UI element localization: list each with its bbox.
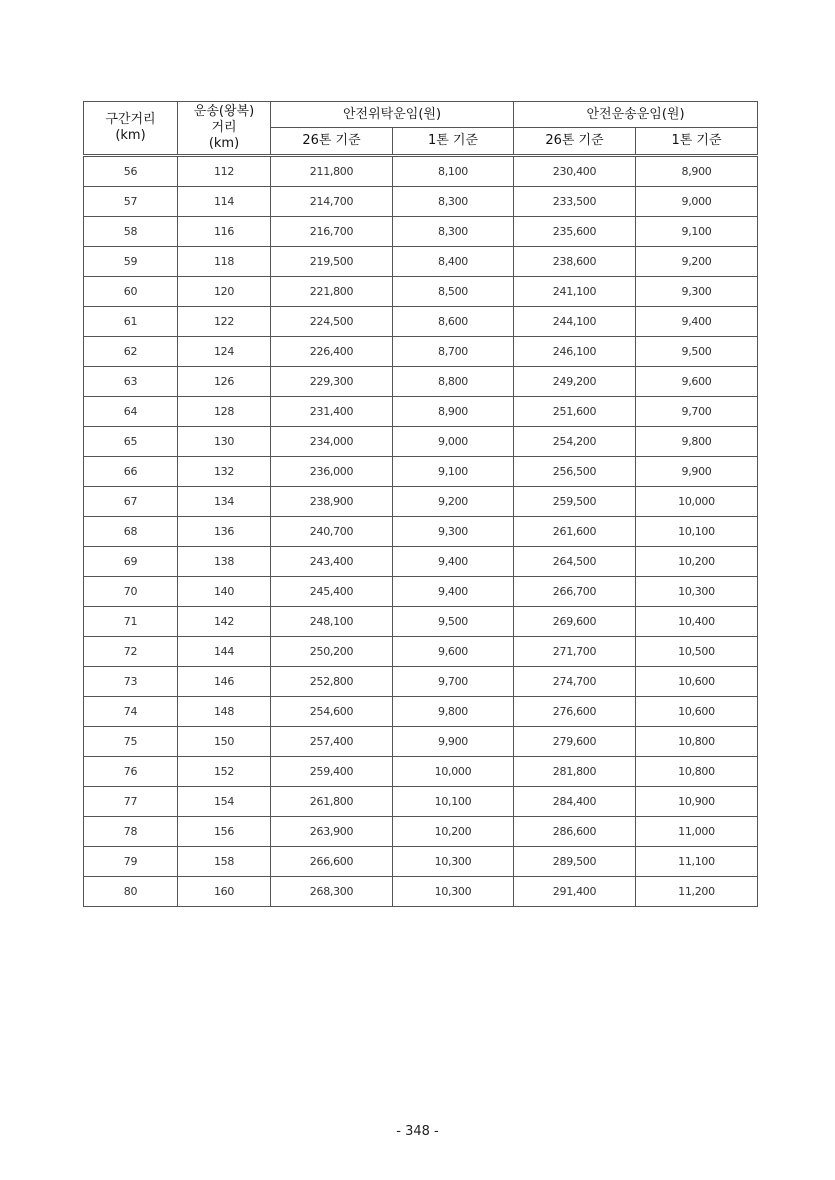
transport-1t-cell: 9,000 — [636, 187, 758, 217]
table-row — [84, 757, 758, 787]
transport-26t-cell: 244,100 — [514, 307, 636, 337]
table-row — [84, 637, 758, 667]
transport-1t-cell: 9,400 — [636, 307, 758, 337]
consign-1t-cell: 9,500 — [393, 607, 514, 637]
consign-26t-cell: 268,300 — [271, 877, 393, 907]
transport-distance-cell: 158 — [178, 847, 271, 877]
consign-26t-cell: 221,800 — [271, 277, 393, 307]
consign-26t-cell: 243,400 — [271, 547, 393, 577]
header-consign-rate: 안전위탁운임(원) — [271, 102, 514, 128]
transport-26t-cell: 264,500 — [514, 547, 636, 577]
consign-26t-cell: 226,400 — [271, 337, 393, 367]
section-distance-cell: 73 — [84, 667, 178, 697]
transport-1t-cell: 10,600 — [636, 667, 758, 697]
transport-1t-cell: 9,500 — [636, 337, 758, 367]
consign-26t-cell: 254,600 — [271, 697, 393, 727]
consign-1t-cell: 8,300 — [393, 217, 514, 247]
consign-1t-cell: 10,300 — [393, 847, 514, 877]
transport-1t-cell: 9,800 — [636, 427, 758, 457]
table-row — [84, 367, 758, 397]
transport-1t-cell: 8,900 — [636, 156, 758, 187]
transport-26t-cell: 284,400 — [514, 787, 636, 817]
table-row — [84, 877, 758, 907]
section-distance-cell: 66 — [84, 457, 178, 487]
transport-distance-cell: 144 — [178, 637, 271, 667]
consign-1t-cell: 8,100 — [393, 156, 514, 187]
transport-distance-cell: 116 — [178, 217, 271, 247]
table-row — [84, 607, 758, 637]
section-distance-cell: 62 — [84, 337, 178, 367]
table-row — [84, 457, 758, 487]
header-transport-26t: 26톤 기준 — [514, 128, 636, 156]
header-transport-rate: 안전운송운임(원) — [514, 102, 758, 128]
transport-distance-cell: 154 — [178, 787, 271, 817]
consign-26t-cell: 248,100 — [271, 607, 393, 637]
header-row-1 — [84, 102, 758, 128]
header-transport-distance-line1: 운송(왕복) — [193, 104, 255, 119]
consign-26t-cell: 263,900 — [271, 817, 393, 847]
section-distance-cell: 67 — [84, 487, 178, 517]
transport-1t-cell: 9,300 — [636, 277, 758, 307]
transport-distance-cell: 126 — [178, 367, 271, 397]
transport-26t-cell: 254,200 — [514, 427, 636, 457]
page-number: - 348 - — [396, 1124, 439, 1139]
consign-26t-cell: 259,400 — [271, 757, 393, 787]
table-row — [84, 487, 758, 517]
transport-1t-cell: 10,500 — [636, 637, 758, 667]
table-row — [84, 397, 758, 427]
fare-table — [83, 101, 758, 907]
transport-1t-cell: 10,400 — [636, 607, 758, 637]
transport-distance-cell: 112 — [178, 156, 271, 187]
transport-1t-cell: 11,200 — [636, 877, 758, 907]
table-row — [84, 217, 758, 247]
transport-1t-cell: 9,700 — [636, 397, 758, 427]
transport-distance-cell: 140 — [178, 577, 271, 607]
transport-distance-cell: 142 — [178, 607, 271, 637]
consign-1t-cell: 10,000 — [393, 757, 514, 787]
transport-distance-cell: 120 — [178, 277, 271, 307]
section-distance-cell: 58 — [84, 217, 178, 247]
table-row — [84, 277, 758, 307]
transport-distance-cell: 134 — [178, 487, 271, 517]
transport-26t-cell: 256,500 — [514, 457, 636, 487]
table-row — [84, 847, 758, 877]
transport-1t-cell: 10,800 — [636, 757, 758, 787]
transport-distance-cell: 152 — [178, 757, 271, 787]
transport-distance-cell: 156 — [178, 817, 271, 847]
consign-26t-cell: 236,000 — [271, 457, 393, 487]
header-consign-26t: 26톤 기준 — [271, 128, 393, 156]
transport-distance-cell: 160 — [178, 877, 271, 907]
transport-26t-cell: 259,500 — [514, 487, 636, 517]
transport-26t-cell: 251,600 — [514, 397, 636, 427]
consign-26t-cell: 238,900 — [271, 487, 393, 517]
table-row — [84, 307, 758, 337]
transport-distance-cell: 130 — [178, 427, 271, 457]
consign-1t-cell: 9,400 — [393, 547, 514, 577]
consign-26t-cell: 252,800 — [271, 667, 393, 697]
transport-1t-cell: 10,800 — [636, 727, 758, 757]
transport-26t-cell: 271,700 — [514, 637, 636, 667]
table-row — [84, 547, 758, 577]
consign-1t-cell: 9,000 — [393, 427, 514, 457]
transport-26t-cell: 233,500 — [514, 187, 636, 217]
transport-distance-cell: 150 — [178, 727, 271, 757]
consign-1t-cell: 9,700 — [393, 667, 514, 697]
table-row — [84, 187, 758, 217]
consign-1t-cell: 8,500 — [393, 277, 514, 307]
consign-1t-cell: 8,700 — [393, 337, 514, 367]
table-row — [84, 697, 758, 727]
transport-1t-cell: 10,000 — [636, 487, 758, 517]
transport-1t-cell: 11,100 — [636, 847, 758, 877]
consign-1t-cell: 9,800 — [393, 697, 514, 727]
transport-distance-cell: 118 — [178, 247, 271, 277]
consign-1t-cell: 8,900 — [393, 397, 514, 427]
transport-26t-cell: 238,600 — [514, 247, 636, 277]
section-distance-cell: 70 — [84, 577, 178, 607]
consign-1t-cell: 10,200 — [393, 817, 514, 847]
transport-1t-cell: 9,100 — [636, 217, 758, 247]
consign-26t-cell: 250,200 — [271, 637, 393, 667]
section-distance-cell: 69 — [84, 547, 178, 577]
table-row — [84, 577, 758, 607]
section-distance-cell: 65 — [84, 427, 178, 457]
table-row — [84, 787, 758, 817]
consign-1t-cell: 8,800 — [393, 367, 514, 397]
section-distance-cell: 72 — [84, 637, 178, 667]
transport-1t-cell: 10,600 — [636, 697, 758, 727]
transport-distance-cell: 146 — [178, 667, 271, 697]
section-distance-cell: 56 — [84, 156, 178, 187]
transport-distance-cell: 138 — [178, 547, 271, 577]
transport-26t-cell: 246,100 — [514, 337, 636, 367]
consign-26t-cell: 219,500 — [271, 247, 393, 277]
table-body — [84, 156, 758, 907]
transport-distance-cell: 148 — [178, 697, 271, 727]
transport-distance-cell: 124 — [178, 337, 271, 367]
consign-26t-cell: 240,700 — [271, 517, 393, 547]
consign-26t-cell: 234,000 — [271, 427, 393, 457]
consign-1t-cell: 8,400 — [393, 247, 514, 277]
transport-26t-cell: 274,700 — [514, 667, 636, 697]
section-distance-cell: 59 — [84, 247, 178, 277]
section-distance-cell: 61 — [84, 307, 178, 337]
header-transport-distance — [178, 102, 271, 156]
section-distance-cell: 75 — [84, 727, 178, 757]
section-distance-cell: 60 — [84, 277, 178, 307]
transport-1t-cell: 10,900 — [636, 787, 758, 817]
table-row — [84, 337, 758, 367]
section-distance-cell: 78 — [84, 817, 178, 847]
transport-26t-cell: 286,600 — [514, 817, 636, 847]
table-row — [84, 156, 758, 187]
transport-1t-cell: 9,900 — [636, 457, 758, 487]
transport-distance-cell: 136 — [178, 517, 271, 547]
transport-1t-cell: 10,300 — [636, 577, 758, 607]
header-section-distance-line2: (km) — [115, 128, 146, 143]
consign-1t-cell: 9,100 — [393, 457, 514, 487]
consign-26t-cell: 245,400 — [271, 577, 393, 607]
table-row — [84, 727, 758, 757]
transport-26t-cell: 261,600 — [514, 517, 636, 547]
section-distance-cell: 80 — [84, 877, 178, 907]
transport-26t-cell: 279,600 — [514, 727, 636, 757]
transport-1t-cell: 11,000 — [636, 817, 758, 847]
table-row — [84, 427, 758, 457]
transport-1t-cell: 10,200 — [636, 547, 758, 577]
consign-1t-cell: 10,300 — [393, 877, 514, 907]
consign-1t-cell: 9,300 — [393, 517, 514, 547]
transport-26t-cell: 249,200 — [514, 367, 636, 397]
header-transport-1t: 1톤 기준 — [636, 128, 758, 156]
transport-1t-cell: 10,100 — [636, 517, 758, 547]
consign-26t-cell: 224,500 — [271, 307, 393, 337]
table-row — [84, 817, 758, 847]
consign-1t-cell: 8,300 — [393, 187, 514, 217]
transport-26t-cell: 241,100 — [514, 277, 636, 307]
consign-1t-cell: 9,200 — [393, 487, 514, 517]
consign-26t-cell: 211,800 — [271, 156, 393, 187]
header-transport-distance-line3: (km) — [208, 136, 240, 151]
consign-26t-cell: 214,700 — [271, 187, 393, 217]
section-distance-cell: 76 — [84, 757, 178, 787]
table-row — [84, 517, 758, 547]
transport-26t-cell: 235,600 — [514, 217, 636, 247]
section-distance-cell: 63 — [84, 367, 178, 397]
consign-1t-cell: 8,600 — [393, 307, 514, 337]
transport-1t-cell: 9,600 — [636, 367, 758, 397]
consign-1t-cell: 9,600 — [393, 637, 514, 667]
transport-26t-cell: 291,400 — [514, 877, 636, 907]
transport-distance-cell: 132 — [178, 457, 271, 487]
consign-26t-cell: 257,400 — [271, 727, 393, 757]
transport-distance-cell: 122 — [178, 307, 271, 337]
section-distance-cell: 77 — [84, 787, 178, 817]
transport-26t-cell: 276,600 — [514, 697, 636, 727]
table-row — [84, 247, 758, 277]
transport-distance-cell: 114 — [178, 187, 271, 217]
section-distance-cell: 68 — [84, 517, 178, 547]
header-section-distance — [84, 102, 178, 156]
consign-26t-cell: 266,600 — [271, 847, 393, 877]
consign-26t-cell: 231,400 — [271, 397, 393, 427]
consign-1t-cell: 9,900 — [393, 727, 514, 757]
section-distance-cell: 64 — [84, 397, 178, 427]
consign-1t-cell: 9,400 — [393, 577, 514, 607]
section-distance-cell: 74 — [84, 697, 178, 727]
consign-26t-cell: 216,700 — [271, 217, 393, 247]
transport-26t-cell: 289,500 — [514, 847, 636, 877]
transport-distance-cell: 128 — [178, 397, 271, 427]
header-section-distance-line1: 구간거리 — [105, 112, 156, 127]
transport-26t-cell: 230,400 — [514, 156, 636, 187]
section-distance-cell: 79 — [84, 847, 178, 877]
transport-26t-cell: 281,800 — [514, 757, 636, 787]
consign-1t-cell: 10,100 — [393, 787, 514, 817]
header-transport-distance-line2: 거리 — [211, 120, 237, 135]
section-distance-cell: 71 — [84, 607, 178, 637]
header-consign-1t: 1톤 기준 — [393, 128, 514, 156]
transport-1t-cell: 9,200 — [636, 247, 758, 277]
table-row — [84, 667, 758, 697]
transport-26t-cell: 266,700 — [514, 577, 636, 607]
section-distance-cell: 57 — [84, 187, 178, 217]
consign-26t-cell: 229,300 — [271, 367, 393, 397]
consign-26t-cell: 261,800 — [271, 787, 393, 817]
transport-26t-cell: 269,600 — [514, 607, 636, 637]
